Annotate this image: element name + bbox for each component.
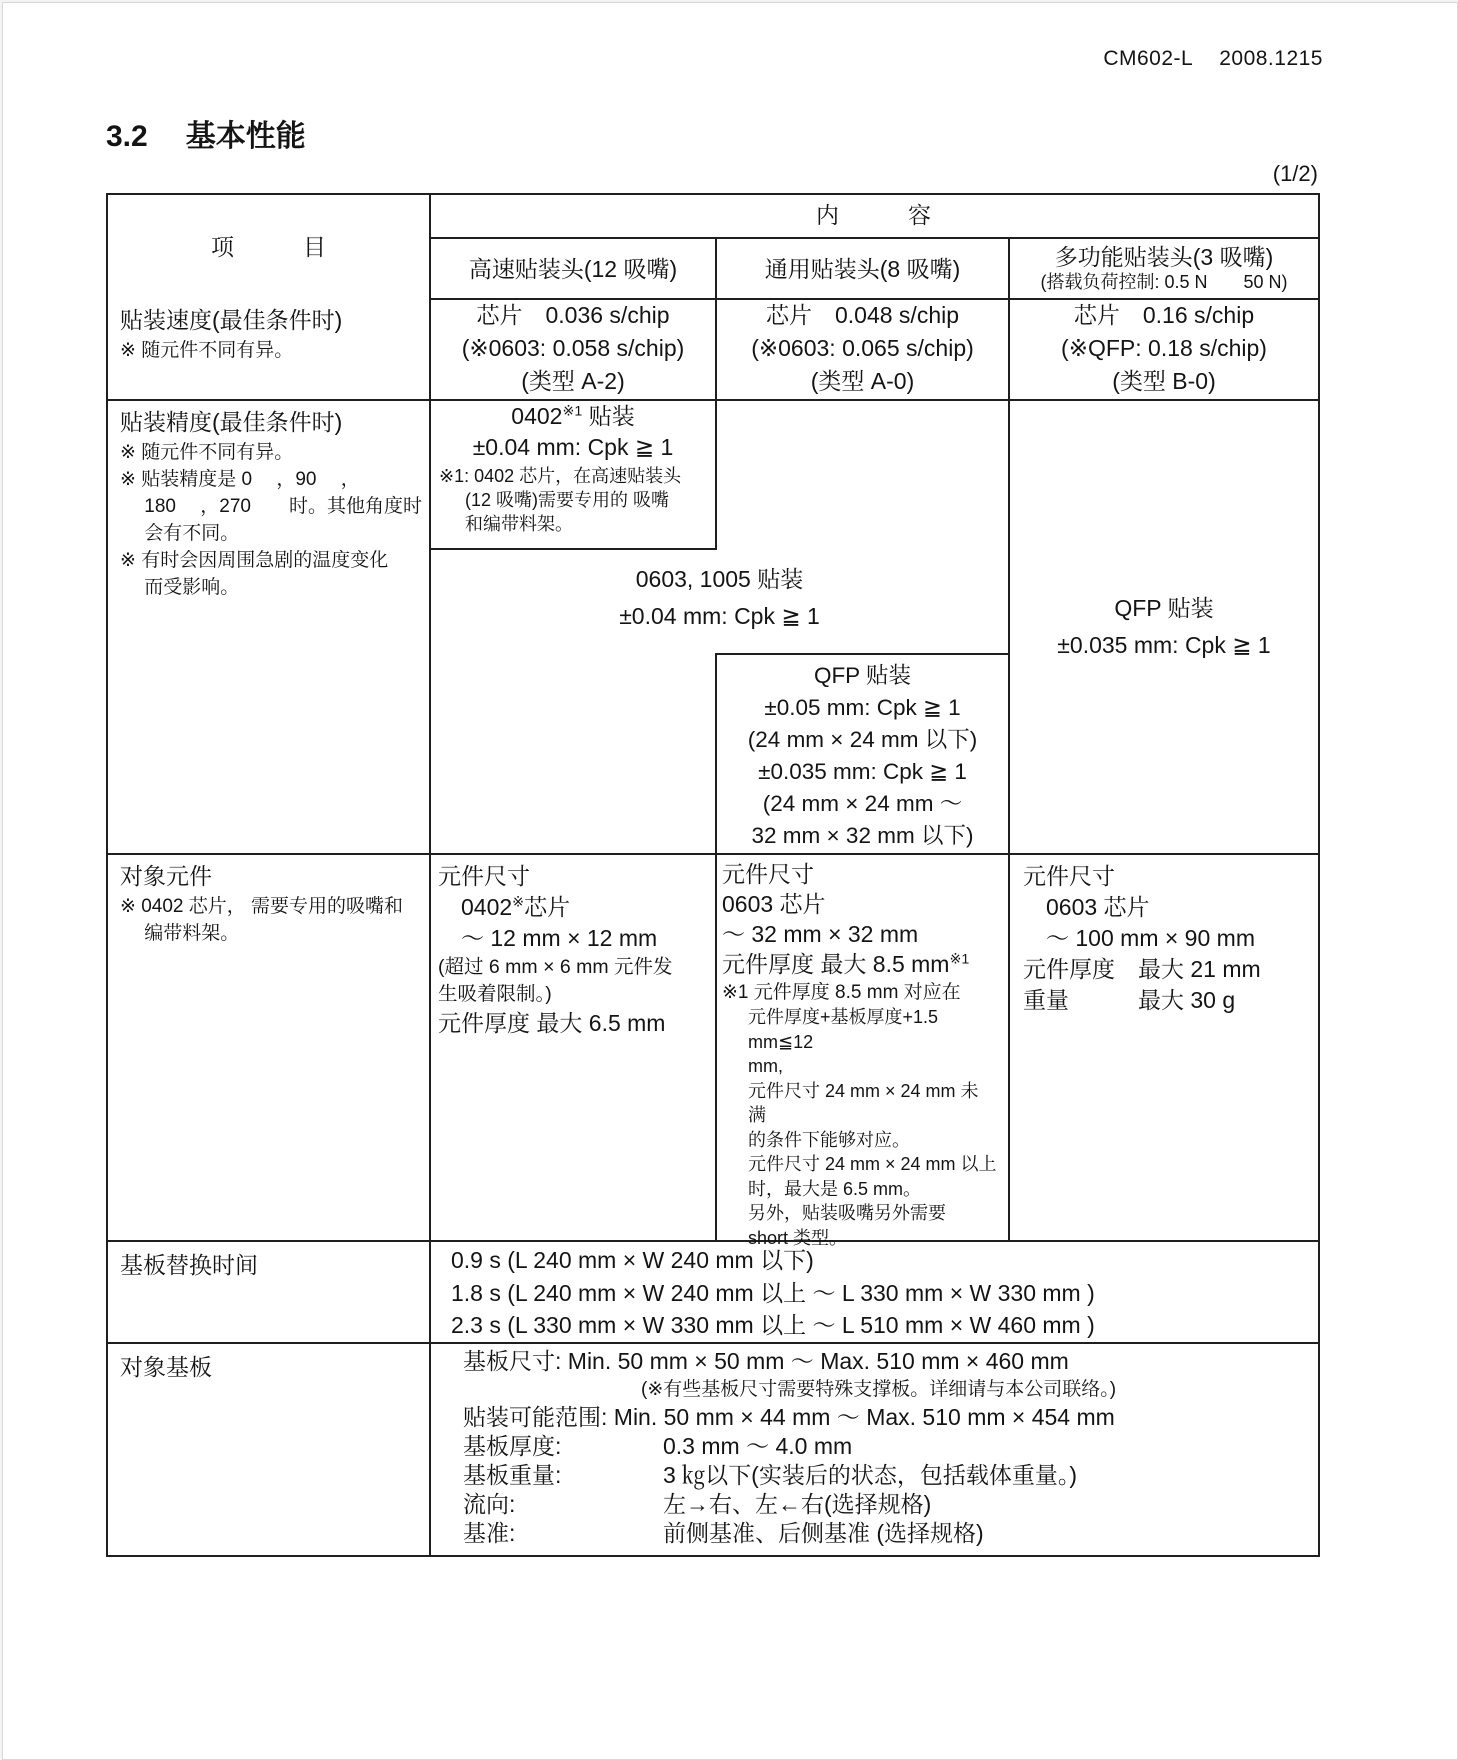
text-line: 元件尺寸 24 mm × 24 mm 未 <box>748 1080 979 1101</box>
text-line: ※ 贴装精度是 0 ，90 ， <box>120 469 360 490</box>
accuracy-0402-title-pre: 0402 <box>511 403 563 429</box>
text-line: 生吸着限制。) <box>438 983 552 1005</box>
head-multifunction-title: 多功能贴装头(3 吸嘴) <box>1054 244 1274 270</box>
text-line: 重量 最大 30 g <box>1023 987 1236 1013</box>
head-multifunction-sub: (搭载负荷控制: 0.5 N 50 N) <box>1040 272 1288 292</box>
item-column-header: 项 目 <box>211 233 326 260</box>
speed-general-cell <box>717 298 1008 399</box>
accuracy-0402-notes <box>431 463 715 536</box>
text-line: 时，最大是 6.5 mm。 <box>748 1178 922 1199</box>
board-reference-row <box>463 1519 1318 1548</box>
section-title <box>106 111 306 155</box>
head-multifunction <box>1010 239 1318 298</box>
accuracy-qfp-multifunction-cell <box>1010 401 1318 853</box>
board-reference-label: 基准: <box>463 1520 516 1546</box>
board-weight-value: 3 ㎏以下(实装后的状态，包括载体重量。) <box>663 1462 1077 1488</box>
board-flow-row <box>463 1490 1318 1519</box>
accuracy-label-title: 贴装精度(最佳条件时) <box>120 409 343 435</box>
text-line: 满 <box>748 1105 766 1125</box>
text-line: ※ 随元件不同有异。 <box>120 340 294 361</box>
speed-row-label <box>120 305 424 364</box>
text-line: (12 吸嘴)需要专用的 吸嘴 <box>465 490 670 510</box>
text-line: 元件尺寸 <box>1023 863 1115 889</box>
text-line: 而受影响。 <box>120 577 240 598</box>
text-line: ※1: 0402 芯片，在高速贴装头 <box>439 466 682 486</box>
comp-c2-line2: 0603 芯片 <box>722 891 826 917</box>
speed-multifunction-cell <box>1010 298 1318 399</box>
text-line: (类型 B-0) <box>1112 368 1216 394</box>
accuracy-0603-area <box>431 550 1008 662</box>
border-under-accuracy-row <box>108 853 1318 855</box>
text-line: (超过 6 mm × 6 mm 元件发 <box>438 956 673 978</box>
board-content-cell <box>463 1347 1318 1548</box>
board-weight-label: 基板重量: <box>463 1462 562 1488</box>
components-general-cell <box>722 859 1008 1250</box>
accuracy-0402-title-sup: ※1 <box>562 403 583 420</box>
text-line: 0.9 s (L 240 mm × W 240 mm 以下) <box>451 1247 814 1273</box>
text-line: ※ 随元件不同有异。 <box>120 442 294 463</box>
text-line: ±0.035 mm: Cpk ≧ 1 <box>758 759 967 784</box>
components-label-title: 对象元件 <box>120 863 212 889</box>
comp-c1-line3: ～ 12 mm × 12 mm <box>438 925 658 951</box>
board-thickness-row <box>463 1432 1318 1461</box>
text-line: 编带料架。 <box>120 923 240 944</box>
board-row-label <box>120 1352 424 1382</box>
speed-label-title: 贴装速度(最佳条件时) <box>120 307 343 333</box>
doc-code: CM602-L <box>1103 47 1194 70</box>
comp-c2-line3: ～ 32 mm × 32 mm <box>722 921 919 947</box>
board-label-title: 对象基板 <box>120 1354 212 1380</box>
text-line: 32 mm × 32 mm 以下) <box>751 823 974 848</box>
board-range-line: 贴装可能范围: Min. 50 mm × 44 mm ～ Max. 510 mm × 454 mm <box>463 1404 1115 1430</box>
comp-c1-chip-sup: ※ <box>512 894 525 911</box>
board-flow-label: 流向: <box>463 1491 516 1517</box>
border-under-components-row <box>108 1240 1318 1242</box>
document-page <box>2 2 1458 1760</box>
board-thickness-label: 基板厚度: <box>463 1433 562 1459</box>
text-line: short 类型。 <box>748 1227 848 1248</box>
comp-c1-small-note <box>438 954 712 1008</box>
board-size-note: (※有些基板尺寸需要特殊支撑板。详细请与本公司联络。) <box>641 1379 1117 1400</box>
section-title-text: 基本性能 <box>185 120 306 153</box>
content-column-header: 内 容 <box>816 202 931 228</box>
components-highspeed-cell <box>438 861 712 1039</box>
comp-c2-thick-sup: ※1 <box>949 951 970 968</box>
text-line: 元件厚度+基板厚度+1.5 mm≦12 <box>748 1007 939 1052</box>
comp-c2-thick-pre: 元件厚度 最大 8.5 mm <box>722 951 950 977</box>
section-number: 3.2 <box>106 120 148 153</box>
comp-c1-chip-post: 芯片 <box>524 894 571 920</box>
accuracy-0402-cpk: ±0.04 mm: Cpk ≧ 1 <box>472 434 674 460</box>
accuracy-row-label <box>120 407 424 601</box>
head-highspeed: 高速贴装头(12 吸嘴) <box>468 255 678 282</box>
components-row-label <box>120 861 424 947</box>
accuracy-0402-title-post: 贴装 <box>582 403 635 429</box>
text-line: 和编带料架。 <box>465 514 573 534</box>
speed-label-notes <box>120 337 424 364</box>
board-size-line: 基板尺寸: Min. 50 mm × 50 mm ～ Max. 510 mm × 460 mm <box>463 1348 1069 1374</box>
accuracy-qfp-box-general <box>717 655 1008 856</box>
swap-row-label <box>120 1250 424 1280</box>
border-under-swap-row <box>108 1342 1318 1344</box>
text-line: 2.3 s (L 330 mm × W 330 mm 以上 ～ L 510 mm × W 460 mm ) <box>451 1312 1095 1338</box>
text-line: (类型 A-2) <box>521 368 625 394</box>
accuracy-label-notes <box>120 439 424 601</box>
doc-header <box>1003 47 1323 71</box>
text-line: ※ 有时会因周围急剧的温度变化 <box>120 550 389 571</box>
text-line: ±0.04 mm: Cpk ≧ 1 <box>619 603 820 629</box>
comp-c1-line1: 元件尺寸 <box>438 863 530 889</box>
text-line: 的条件下能够对应。 <box>748 1129 910 1150</box>
board-thickness-value: 0.3 mm ～ 4.0 mm <box>663 1433 853 1459</box>
text-line: ±0.05 mm: Cpk ≧ 1 <box>764 695 961 720</box>
text-line: 180 ，270 时。其他角度时 <box>120 496 422 517</box>
speed-highspeed-cell <box>431 298 715 399</box>
board-flow-value: 左→右、左←右(选择规格) <box>663 1491 932 1517</box>
comp-c2-thickness-line <box>722 949 1008 979</box>
head-general: 通用贴装头(8 吸嘴) <box>764 255 961 282</box>
text-line: (类型 A-0) <box>810 368 915 394</box>
text-line: ±0.035 mm: Cpk ≧ 1 <box>1057 632 1271 658</box>
text-line: 1.8 s (L 240 mm × W 240 mm 以上 ～ L 330 mm × W 330 mm ) <box>451 1279 1095 1306</box>
swap-content-cell <box>451 1244 1313 1342</box>
text-line: 会有不同。 <box>120 523 240 544</box>
text-line: QFP 贴装 <box>813 663 912 688</box>
text-line: (24 mm × 24 mm ～ <box>762 791 963 816</box>
accuracy-0402-box <box>431 401 715 548</box>
text-line: ～ 100 mm × 90 mm <box>1023 925 1255 951</box>
text-line: 芯片 0.16 s/chip <box>1073 302 1255 328</box>
comp-c1-chip-line <box>438 892 712 923</box>
comp-c2-note-first: ※1 元件厚度 8.5 mm 对应在 <box>722 982 961 1003</box>
text-line: (※0603: 0.058 s/chip) <box>461 335 685 361</box>
board-reference-value: 前侧基准、后侧基准 (选择规格) <box>663 1520 984 1546</box>
text-line: (※QFP: 0.18 s/chip) <box>1061 335 1267 361</box>
comp-c2-note-rest <box>722 1005 1008 1250</box>
components-label-notes <box>120 893 424 947</box>
spec-table <box>106 193 1320 1557</box>
swap-label-title: 基板替换时间 <box>120 1252 258 1278</box>
text-line: ※ 0402 芯片， 需要专用的吸嘴和 <box>120 896 404 917</box>
components-multifunction-cell <box>1023 861 1317 1016</box>
text-line: (24 mm × 24 mm 以下) <box>747 727 978 752</box>
text-line: (※0603: 0.065 s/chip) <box>751 335 974 361</box>
board-weight-row <box>463 1461 1318 1490</box>
comp-c1-chip-pre: 0402 <box>438 894 513 920</box>
text-line: 另外，贴装吸嘴另外需要 <box>748 1203 946 1223</box>
text-line: QFP 贴装 <box>1114 595 1214 621</box>
accuracy-0402-title <box>431 401 715 432</box>
text-line: mm, <box>748 1056 783 1076</box>
comp-c1-line6: 元件厚度 最大 6.5 mm <box>438 1010 666 1036</box>
text-line: 芯片 0.036 s/chip <box>476 302 670 328</box>
text-line: 元件尺寸 24 mm × 24 mm 以上 <box>748 1154 997 1174</box>
text-line: 元件厚度 最大 21 mm <box>1023 956 1261 982</box>
text-line: 芯片 0.048 s/chip <box>765 302 960 328</box>
comp-c2-line1: 元件尺寸 <box>722 861 814 887</box>
text-line: 0603, 1005 贴装 <box>635 566 804 592</box>
text-line: 0603 芯片 <box>1023 894 1150 920</box>
doc-date: 2008.1215 <box>1219 47 1323 70</box>
page-indicator: (1/2) <box>1272 161 1318 186</box>
